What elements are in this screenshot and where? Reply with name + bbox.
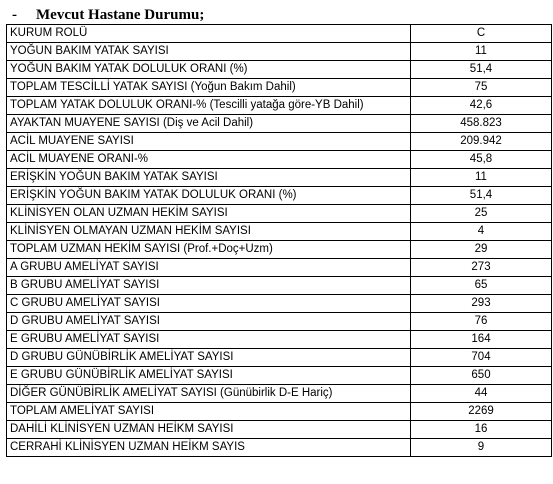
row-value: 44 <box>411 385 552 403</box>
row-value: 458.823 <box>411 115 552 133</box>
table-row <box>7 259 552 277</box>
row-value: 2269 <box>411 403 552 421</box>
row-label: ACİL MUAYENE SAYISI <box>7 133 411 151</box>
heading-bullet: - <box>12 6 17 23</box>
row-value: C <box>411 25 552 43</box>
row-value: 11 <box>411 169 552 187</box>
table-row <box>7 367 552 385</box>
row-value: 273 <box>411 259 552 277</box>
row-label: D GRUBU AMELİYAT SAYISI <box>7 313 411 331</box>
row-value: 209.942 <box>411 133 552 151</box>
row-value: 65 <box>411 277 552 295</box>
heading-title: Mevcut Hastane Durumu; <box>36 6 205 23</box>
table-row <box>7 403 552 421</box>
table-row <box>7 25 552 43</box>
table-row <box>7 331 552 349</box>
row-label: ACİL MUAYENE ORANI-% <box>7 151 411 169</box>
row-value: 25 <box>411 205 552 223</box>
hospital-status-table <box>6 24 552 457</box>
table-row <box>7 151 552 169</box>
table-row <box>7 115 552 133</box>
section-heading <box>12 6 204 24</box>
table-row <box>7 313 552 331</box>
table-row <box>7 169 552 187</box>
row-value: 293 <box>411 295 552 313</box>
table-row <box>7 61 552 79</box>
row-value: 11 <box>411 43 552 61</box>
row-label: DİĞER GÜNÜBİRLİK AMELİYAT SAYISI (Günübirlik D-E Hariç) <box>7 385 411 403</box>
row-label: E GRUBU AMELİYAT SAYISI <box>7 331 411 349</box>
table-row <box>7 79 552 97</box>
table-row <box>7 277 552 295</box>
row-label: ERİŞKİN YOĞUN BAKIM YATAK SAYISI <box>7 169 411 187</box>
row-label: TOPLAM TESCİLLİ YATAK SAYISI (Yoğun Bakım Dahil) <box>7 79 411 97</box>
table-row <box>7 133 552 151</box>
row-value: 29 <box>411 241 552 259</box>
row-label: CERRAHİ KLİNİSYEN UZMAN HEİKM SAYIS <box>7 439 411 457</box>
table-row <box>7 295 552 313</box>
row-label: B GRUBU AMELİYAT SAYISI <box>7 277 411 295</box>
table-row <box>7 349 552 367</box>
row-label: D GRUBU GÜNÜBİRLİK AMELİYAT SAYISI <box>7 349 411 367</box>
row-value: 4 <box>411 223 552 241</box>
row-value: 45,8 <box>411 151 552 169</box>
row-label: AYAKTAN MUAYENE SAYISI (Diş ve Acil Dahil) <box>7 115 411 133</box>
table-row <box>7 439 552 457</box>
table-row <box>7 187 552 205</box>
row-label: ERİŞKİN YOĞUN BAKIM YATAK DOLULUK ORANI (%) <box>7 187 411 205</box>
row-value: 16 <box>411 421 552 439</box>
row-value: 51,4 <box>411 187 552 205</box>
table-row <box>7 43 552 61</box>
row-value: 650 <box>411 367 552 385</box>
table-row <box>7 205 552 223</box>
table-row <box>7 385 552 403</box>
table-row <box>7 223 552 241</box>
row-label: C GRUBU AMELİYAT SAYISI <box>7 295 411 313</box>
row-label: TOPLAM YATAK DOLULUK ORANI-% (Tescilli yatağa göre-YB Dahil) <box>7 97 411 115</box>
row-label: E GRUBU GÜNÜBİRLİK AMELİYAT SAYISI <box>7 367 411 385</box>
table-row <box>7 241 552 259</box>
row-label: TOPLAM UZMAN HEKİM SAYISI (Prof.+Doç+Uzm) <box>7 241 411 259</box>
row-label: YOĞUN BAKIM YATAK DOLULUK ORANI (%) <box>7 61 411 79</box>
row-value: 76 <box>411 313 552 331</box>
row-label: KLİNİSYEN OLMAYAN UZMAN HEKİM SAYISI <box>7 223 411 241</box>
row-value: 42,6 <box>411 97 552 115</box>
row-value: 704 <box>411 349 552 367</box>
row-value: 51,4 <box>411 61 552 79</box>
row-label: DAHİLİ KLİNİSYEN UZMAN HEİKM SAYISI <box>7 421 411 439</box>
row-label: TOPLAM AMELİYAT SAYISI <box>7 403 411 421</box>
table-row <box>7 421 552 439</box>
row-value: 9 <box>411 439 552 457</box>
row-label: KLİNİSYEN OLAN UZMAN HEKİM SAYISI <box>7 205 411 223</box>
row-value: 164 <box>411 331 552 349</box>
row-value: 75 <box>411 79 552 97</box>
table-row <box>7 97 552 115</box>
row-label: A GRUBU AMELİYAT SAYISI <box>7 259 411 277</box>
row-label: KURUM ROLÜ <box>7 25 411 43</box>
row-label: YOĞUN BAKIM YATAK SAYISI <box>7 43 411 61</box>
